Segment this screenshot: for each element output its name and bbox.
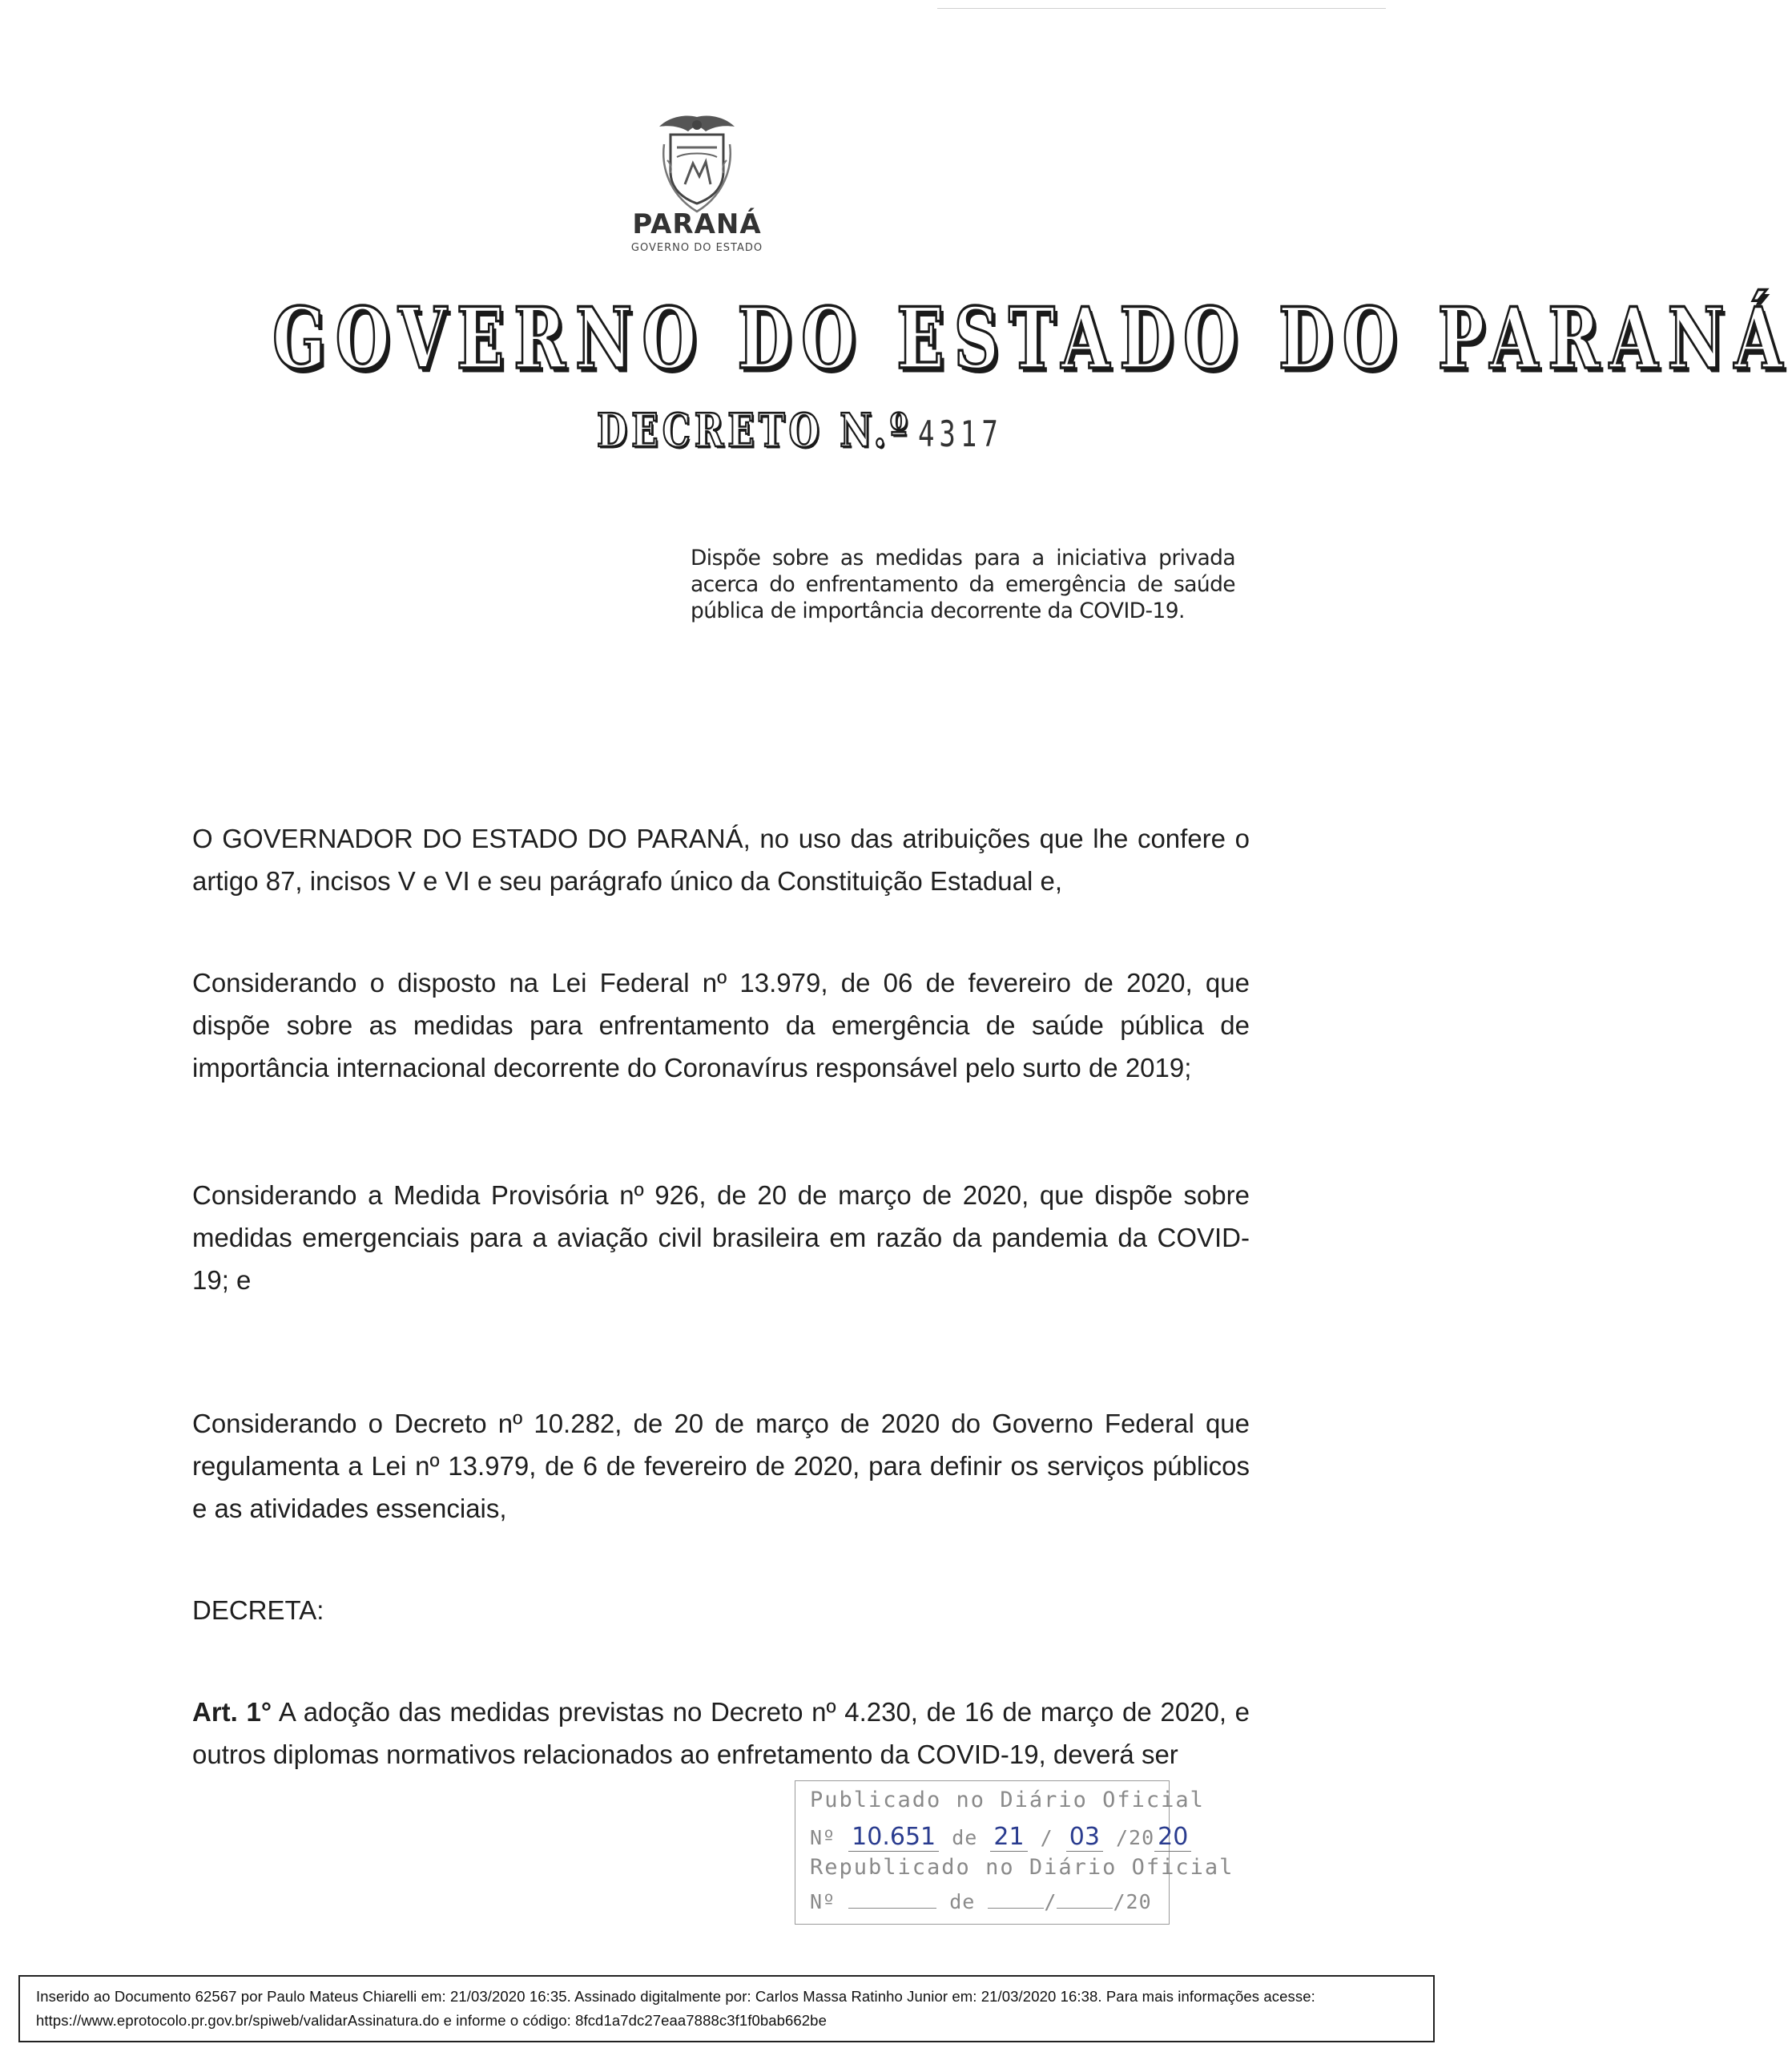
ementa: Dispõe sobre as medidas para a iniciativa privada acerca do enfrentamento da emergência de saúde pública de importância decorrente da COVID-19. — [691, 546, 1235, 623]
stamp-year-prefix: /20 — [1115, 1826, 1155, 1849]
considerando-paragraph: Considerando a Medida Provisória nº 926, de 20 de março de 2020, que dispõe sobre medidas emergenciais para a aviação civil brasileira em razão da pandemia da COVID-19; e — [192, 1180, 1250, 1295]
stamp-republication-line: Nº de / /20 — [810, 1890, 1152, 1913]
stamp-de-label: de — [952, 1826, 978, 1849]
stamp-blank-month — [1057, 1908, 1113, 1909]
top-edge-rule — [937, 8, 1386, 9]
article-1-paragraph — [192, 1691, 1250, 1776]
stamp-no-label: Nº — [810, 1890, 836, 1913]
brand-subtitle: GOVERNO DO ESTADO — [630, 242, 763, 254]
state-coat-of-arms-icon — [653, 112, 741, 216]
stamp-blank-day — [988, 1908, 1044, 1909]
footer-validation-line: https://www.eprotocolo.pr.gov.br/spiweb/validarAssinatura.do e informe o código: 8fcd1a7dc27eaa7888c3f1f0bab662be — [36, 2012, 827, 2029]
footer-line-1: Inserido ao Documento 62567 por Paulo Mateus Chiarelli em: 21/03/2020 16:35. Assinado digitalmente por: Carlos Massa Ratinho Junior em: 21/03/2020 16:38. Para mais informações acesse: — [36, 1988, 1315, 2005]
considerando-paragraph: Considerando o Decreto nº 10.282, de 20 de março de 2020 do Governo Federal que regulamenta a Lei nº 13.979, de 6 de fevereiro de 2020, para definir os serviços públicos e as atividades essenciais, — [192, 1409, 1250, 1523]
preamble-paragraph: O GOVERNADOR DO ESTADO DO PARANÁ, no uso das atribuições que lhe confere o artigo 87, incisos V e VI e seu parágrafo único da Constituição Estadual e, — [192, 824, 1250, 896]
stamp-handwritten-day: 21 — [990, 1823, 1027, 1852]
stamp-year-blank: /20 — [1113, 1890, 1152, 1913]
stamp-republished-label: Republicado no Diário Oficial — [810, 1855, 1234, 1880]
stamp-blank-number — [848, 1908, 936, 1909]
article-1-text: A adoção das medidas previstas no Decreto nº 4.230, de 16 de março de 2020, e outros diplomas normativos relacionados ao enfretamento da COVID-19, deverá ser — [192, 1697, 1250, 1769]
decreta-heading: DECRETA: — [192, 1595, 324, 1625]
brand-block — [617, 210, 777, 254]
considerando-paragraph: Considerando o disposto na Lei Federal nº 13.979, de 06 de fevereiro de 2020, que dispõe sobre as medidas para enfrentamento da emergência de saúde pública de importância internacional decorrente do Coronavírus responsável pelo surto de 2019; — [192, 968, 1250, 1082]
stamp-no-label: Nº — [810, 1826, 836, 1849]
decree-prefix: DECRETO N.º — [597, 405, 912, 458]
stamp-handwritten-number: 10.651 — [848, 1823, 939, 1852]
brand-name: PARANÁ — [632, 208, 762, 240]
decree-heading — [597, 405, 1003, 458]
document-title: GOVERNO DO ESTADO DO PARANÁ — [272, 290, 1792, 389]
stamp-published-label: Publicado no Diário Oficial — [810, 1788, 1205, 1812]
decree-number: 4317 — [917, 413, 1003, 456]
stamp-de-label: de — [949, 1890, 976, 1913]
stamp-handwritten-year: 20 — [1154, 1823, 1191, 1852]
stamp-publication-line: Nº 10.651 de 21 / 03 /20 20 — [810, 1823, 1191, 1851]
publication-stamp — [795, 1780, 1234, 1925]
article-1-label: Art. 1° — [192, 1697, 272, 1727]
signature-footer — [18, 1975, 1435, 2042]
stamp-handwritten-month: 03 — [1066, 1823, 1103, 1852]
